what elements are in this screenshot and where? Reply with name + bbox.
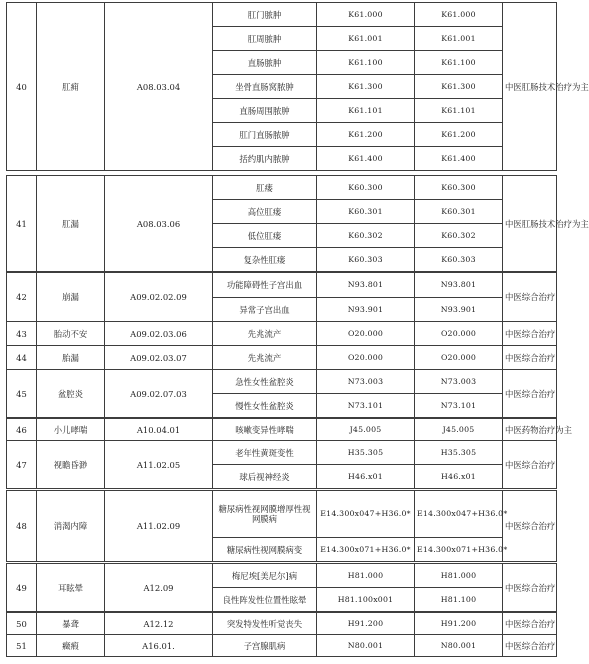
no-cell: 41	[7, 176, 37, 272]
treatment-plan-cell: 中医综合治疗	[503, 613, 557, 635]
icd-code-cell: E14.300x047+H36.0*	[317, 491, 415, 538]
icd-code-cell: J45.005	[317, 419, 415, 441]
western-term-cell: 老年性黄斑变性	[213, 441, 317, 465]
icd-code-cell: J45.005	[415, 419, 503, 441]
table-block	[6, 490, 557, 562]
icd-code-cell: H81.000	[317, 564, 415, 588]
table-block	[6, 321, 557, 346]
disease-code-cell: A12.09	[105, 564, 213, 612]
western-term-cell: 直肠脓肿	[213, 51, 317, 75]
icd-code-cell: H46.x01	[317, 465, 415, 489]
treatment-plan-cell: 中医综合治疗	[503, 322, 557, 346]
icd-code-cell: K60.302	[415, 224, 503, 248]
icd-code-cell: H91.200	[415, 613, 503, 635]
disease-name-cell: 视瞻昏渺	[37, 441, 105, 489]
icd-code-cell: O20.000	[317, 322, 415, 346]
icd-code-cell: K61.200	[317, 123, 415, 147]
western-term-cell: 糖尿病性视网膜病变	[213, 538, 317, 562]
icd-code-cell: K60.303	[317, 248, 415, 272]
disease-name-cell: 肛漏	[37, 176, 105, 272]
icd-code-cell: E14.300x047+H36.0*	[415, 491, 503, 538]
western-term-cell: 低位肛瘘	[213, 224, 317, 248]
no-cell: 45	[7, 370, 37, 418]
icd-code-cell: H35.305	[317, 441, 415, 465]
icd-code-cell: K61.100	[317, 51, 415, 75]
no-cell: 43	[7, 322, 37, 346]
icd-code-cell: H81.100	[415, 588, 503, 612]
disease-name-cell: 崩漏	[37, 273, 105, 322]
table-block	[6, 345, 557, 370]
western-term-cell: 急性女性盆腔炎	[213, 370, 317, 394]
icd-code-cell: K61.101	[317, 99, 415, 123]
disease-name-cell: 盆腔炎	[37, 370, 105, 418]
icd-code-cell: N93.801	[415, 273, 503, 298]
table-block	[6, 369, 557, 418]
treatment-plan-cell: 中医综合治疗	[503, 273, 557, 322]
western-term-cell: 慢性女性盆腔炎	[213, 394, 317, 418]
icd-code-cell: N93.901	[317, 298, 415, 322]
icd-code-cell: N93.901	[415, 298, 503, 322]
disease-name-cell: 癥瘕	[37, 635, 105, 657]
icd-code-cell: H91.200	[317, 613, 415, 635]
icd-code-cell: H35.305	[415, 441, 503, 465]
icd-code-cell: N80.001	[317, 635, 415, 657]
disease-code-cell: A11.02.05	[105, 441, 213, 489]
table-row	[7, 613, 557, 635]
table-row	[7, 273, 557, 298]
table-block	[6, 634, 557, 657]
icd-code-cell: O20.000	[415, 346, 503, 370]
icd-code-cell: K61.000	[415, 3, 503, 27]
table-block	[6, 563, 557, 612]
icd-code-cell: N93.801	[317, 273, 415, 298]
treatment-plan-cell: 中医综合治疗	[503, 564, 557, 612]
western-term-cell: 复杂性肛瘘	[213, 248, 317, 272]
no-cell: 50	[7, 613, 37, 635]
treatment-plan-cell: 中医综合治疗	[503, 491, 557, 562]
icd-code-cell: H81.100x001	[317, 588, 415, 612]
no-cell: 48	[7, 491, 37, 562]
table-row	[7, 370, 557, 394]
disease-name-cell: 小儿哮喘	[37, 419, 105, 441]
table-row	[7, 491, 557, 538]
table-row	[7, 176, 557, 200]
icd-code-cell: E14.300x071+H36.0*	[415, 538, 503, 562]
treatment-plan-cell: 中医综合治疗	[503, 441, 557, 489]
western-term-cell: 球后视神经炎	[213, 465, 317, 489]
icd-code-cell: N73.101	[415, 394, 503, 418]
treatment-plan-cell: 中医肛肠技术治疗为主	[503, 176, 557, 272]
disease-code-cell: A08.03.06	[105, 176, 213, 272]
icd-code-cell: K61.100	[415, 51, 503, 75]
western-term-cell: 糖尿病性视网膜增厚性视网膜病	[213, 491, 317, 538]
icd-code-cell: K61.001	[415, 27, 503, 51]
icd-code-cell: K61.001	[317, 27, 415, 51]
icd-code-cell: O20.000	[317, 346, 415, 370]
disease-code-cell: A11.02.09	[105, 491, 213, 562]
treatment-plan-cell: 中医综合治疗	[503, 370, 557, 418]
icd-code-cell: K61.400	[317, 147, 415, 171]
western-term-cell: 肛门直肠脓肿	[213, 123, 317, 147]
western-term-cell: 坐骨直肠窝脓肿	[213, 75, 317, 99]
disease-code-cell: A08.03.04	[105, 3, 213, 171]
no-cell: 49	[7, 564, 37, 612]
western-term-cell: 子宫腺肌病	[213, 635, 317, 657]
western-term-cell: 良性阵发性位置性眩晕	[213, 588, 317, 612]
disease-name-cell: 胎漏	[37, 346, 105, 370]
table-row	[7, 346, 557, 370]
western-term-cell: 先兆流产	[213, 322, 317, 346]
disease-name-cell: 肛痈	[37, 3, 105, 171]
table-row	[7, 3, 557, 27]
no-cell: 51	[7, 635, 37, 657]
icd-code-cell: K60.301	[317, 200, 415, 224]
icd-code-cell: N80.001	[415, 635, 503, 657]
disease-code-cell: A12.12	[105, 613, 213, 635]
western-term-cell: 功能障碍性子宫出血	[213, 273, 317, 298]
icd-code-cell: E14.300x071+H36.0*	[317, 538, 415, 562]
no-cell: 40	[7, 3, 37, 171]
treatment-plan-cell: 中医综合治疗	[503, 346, 557, 370]
disease-name-cell: 暴聋	[37, 613, 105, 635]
no-cell: 47	[7, 441, 37, 489]
disease-name-cell: 消渴内障	[37, 491, 105, 562]
western-term-cell: 直肠周围脓肿	[213, 99, 317, 123]
table-block	[6, 612, 557, 635]
table-block	[6, 440, 557, 489]
western-term-cell: 梅尼埃[美尼尔]病	[213, 564, 317, 588]
disease-name-cell: 胎动不安	[37, 322, 105, 346]
icd-code-cell: O20.000	[415, 322, 503, 346]
table-block	[6, 418, 572, 441]
icd-code-cell: K61.300	[415, 75, 503, 99]
disease-name-cell: 耳眩晕	[37, 564, 105, 612]
icd-code-cell: K60.300	[317, 176, 415, 200]
western-term-cell: 括约肌内脓肿	[213, 147, 317, 171]
western-term-cell: 先兆流产	[213, 346, 317, 370]
icd-code-cell: N73.003	[317, 370, 415, 394]
western-term-cell: 肛周脓肿	[213, 27, 317, 51]
table-row	[7, 419, 557, 441]
disease-code-cell: A16.01.	[105, 635, 213, 657]
no-cell: 42	[7, 273, 37, 322]
table-row	[7, 322, 557, 346]
disease-code-cell: A09.02.03.06	[105, 322, 213, 346]
table-block	[6, 175, 589, 272]
icd-code-cell: K60.301	[415, 200, 503, 224]
icd-code-cell: K60.300	[415, 176, 503, 200]
treatment-plan-cell: 中医综合治疗	[503, 635, 557, 657]
table-block	[6, 272, 557, 322]
western-term-cell: 突发特发性听觉丧失	[213, 613, 317, 635]
western-term-cell: 异常子宫出血	[213, 298, 317, 322]
icd-code-cell: N73.101	[317, 394, 415, 418]
icd-code-cell: K61.300	[317, 75, 415, 99]
icd-code-cell: K60.302	[317, 224, 415, 248]
icd-code-cell: H81.000	[415, 564, 503, 588]
disease-code-cell: A09.02.07.03	[105, 370, 213, 418]
no-cell: 46	[7, 419, 37, 441]
disease-code-cell: A09.02.03.07	[105, 346, 213, 370]
western-term-cell: 肛瘘	[213, 176, 317, 200]
treatment-plan-cell: 中医肛肠技术治疗为主	[503, 3, 557, 171]
treatment-plan-cell: 中医药物治疗为主	[503, 419, 557, 441]
western-term-cell: 高位肛瘘	[213, 200, 317, 224]
table-block	[6, 2, 589, 171]
western-term-cell: 肛门脓肿	[213, 3, 317, 27]
icd-code-cell: K60.303	[415, 248, 503, 272]
table-row	[7, 635, 557, 657]
western-term-cell: 咳嗽变异性哮喘	[213, 419, 317, 441]
table-row	[7, 441, 557, 465]
disease-code-cell: A09.02.02.09	[105, 273, 213, 322]
icd-code-cell: K61.000	[317, 3, 415, 27]
icd-code-cell: K61.200	[415, 123, 503, 147]
no-cell: 44	[7, 346, 37, 370]
icd-code-cell: K61.101	[415, 99, 503, 123]
disease-code-cell: A10.04.01	[105, 419, 213, 441]
icd-code-cell: N73.003	[415, 370, 503, 394]
icd-code-cell: H46.x01	[415, 465, 503, 489]
icd-code-cell: K61.400	[415, 147, 503, 171]
table-row	[7, 564, 557, 588]
